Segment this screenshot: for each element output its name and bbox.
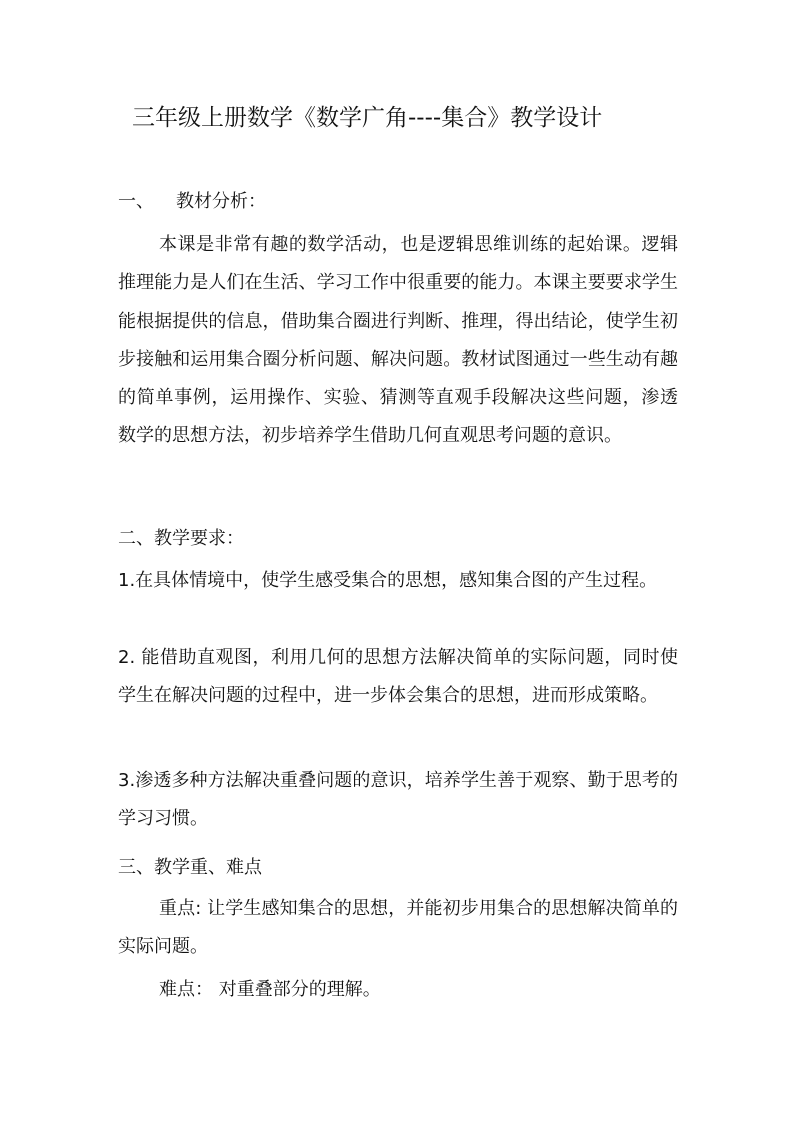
section-3-difficult-point: 难点： 对重叠部分的理解。	[159, 979, 381, 1000]
document-title: 三年级上册数学《数学广角----集合》教学设计	[132, 105, 603, 131]
section-1-number: 一、	[118, 191, 154, 212]
section-3-key-point: 重点: 让学生感知集合的思想，并能初步用集合的思想解决简单的实际问题。	[118, 898, 678, 958]
section-2-heading: 二、教学要求：	[118, 528, 244, 549]
section-1-paragraph: 本课是非常有趣的数学活动，也是逻辑思维训练的起始课。逻辑推理能力是人们在生活、学习工作中很重要的能力。本课主要要求学生能根据提供的信息，借助集合圈进行判断、推理，得出结论，使学生初步接触和运用集合圈分析问题、解决问题。教材试图通过一些生动有趣的简单事例，运用操作、实验、猜测等直观手段解决这些问题，渗透 数学的思想方法，初步培养学生借助几何直观思考问题的意识。	[118, 234, 678, 447]
section-3-heading: 三、教学重、难点	[118, 857, 262, 878]
section-2-item-3: 3.渗透多种方法解决重叠问题的意识，培养学生善于观察、勤于思考的学习习惯。	[118, 770, 678, 830]
section-2-item-2: 2. 能借助直观图，利用几何的思想方法解决简单的实际问题，同时使学生在解决问题的过程中，进一步体会集合的思想，进而形成策略。	[118, 647, 678, 707]
section-1-title: 教材分析：	[176, 191, 266, 212]
section-1-heading	[118, 187, 266, 217]
section-2-item-1: 1.在具体情境中，使学生感受集合的思想，感知集合图的产生过程。	[118, 570, 658, 591]
